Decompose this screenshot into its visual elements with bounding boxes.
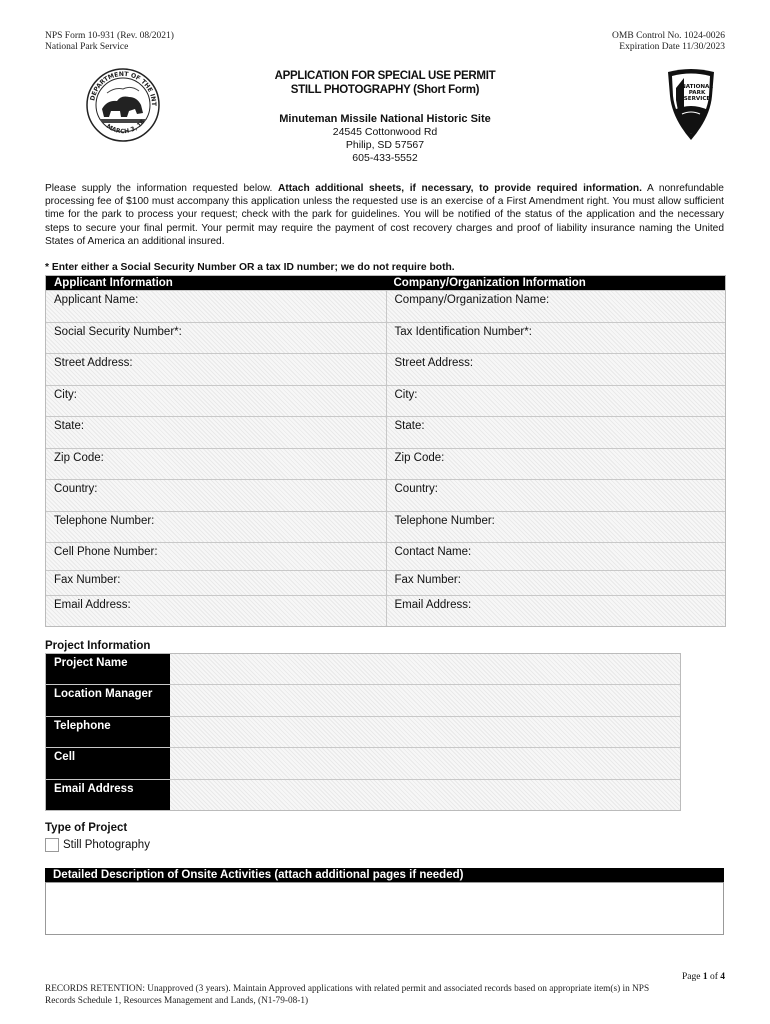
field-label: Street Address: [54, 357, 133, 369]
company-street-field[interactable] [386, 354, 726, 385]
page-current: 1 [702, 972, 708, 982]
omb-control: OMB Control No. 1024-0026 [612, 31, 725, 41]
form-title [185, 70, 585, 96]
company-country-field[interactable] [386, 480, 726, 511]
site-address-block [185, 113, 585, 165]
field-label: Company/Organization Name: [394, 294, 550, 306]
project-row [46, 654, 680, 684]
svg-text:PARK: PARK [688, 90, 706, 96]
project-row [46, 684, 680, 715]
grid-row-fax [46, 570, 725, 595]
grid-row-email [46, 595, 725, 627]
field-label: Country: [394, 483, 438, 495]
description-textarea[interactable] [45, 882, 724, 935]
field-label: Email Address: [394, 598, 472, 611]
field-label: Email Address: [54, 598, 131, 611]
location-manager-label: Location Manager [46, 685, 170, 715]
applicant-email-field[interactable] [46, 596, 386, 627]
field-label: Contact Name: [394, 546, 472, 558]
form-header-right [612, 31, 725, 53]
contact-name-field[interactable] [386, 543, 726, 570]
retention-line2: Records Schedule 1, Resources Management and Lands, (N1-79-08-1) [45, 995, 309, 1006]
applicant-cell-field[interactable] [46, 543, 386, 570]
form-title-line1: APPLICATION FOR SPECIAL USE PERMIT [274, 70, 496, 82]
field-label: Telephone Number: [394, 514, 495, 527]
expiration-date: Expiration Date 11/30/2023 [619, 42, 725, 52]
site-name: Minuteman Missile National Historic Site [279, 113, 491, 125]
field-label: Applicant Name: [54, 294, 139, 306]
still-photography-checkbox[interactable] [45, 838, 59, 852]
records-retention [45, 984, 735, 1007]
svg-text:MARCH 3, 1849: MARCH 3, 18 [105, 118, 147, 136]
field-label: Country: [54, 483, 98, 495]
grid-row-cell [46, 542, 725, 570]
field-label: Social Security Number*: [54, 325, 182, 338]
company-city-field[interactable] [386, 386, 726, 417]
grid-row-state [46, 416, 725, 448]
grid-row-telephone [46, 511, 725, 543]
applicant-country-field[interactable] [46, 480, 386, 511]
company-state-field[interactable] [386, 417, 726, 448]
field-label: Cell Phone Number: [54, 546, 158, 558]
location-manager-input[interactable] [170, 685, 680, 715]
applicant-city-field[interactable] [46, 386, 386, 417]
nps-arrowhead-icon [662, 66, 720, 142]
ssn-field[interactable] [46, 323, 386, 354]
intro-lead: Please supply the information requested below. [45, 183, 273, 194]
applicant-fax-field[interactable] [46, 571, 386, 595]
project-row [46, 779, 680, 810]
field-label: Fax Number: [54, 573, 121, 586]
site-city: Philip, SD 57567 [345, 139, 425, 151]
page-total: 4 [720, 972, 725, 982]
applicant-zip-field[interactable] [46, 449, 386, 480]
grid-row-city [46, 385, 725, 417]
field-label: State: [54, 420, 85, 432]
project-row [46, 747, 680, 778]
company-info-header: Company/Organization Information [393, 277, 586, 289]
project-email-label: Email Address [46, 780, 170, 810]
retention-line1: RECORDS RETENTION: Unapproved (3 years). Maintain Approved applications with related permit and associated records based on appropriate item(s) in NPS [45, 984, 650, 994]
field-label: Tax Identification Number*: [394, 325, 532, 338]
project-cell-label: Cell [46, 748, 170, 778]
grid-row-zip [46, 448, 725, 480]
site-street: 24545 Cottonwood Rd [332, 126, 438, 138]
type-of-project-heading: Type of Project [45, 822, 128, 834]
applicant-grid [45, 275, 726, 627]
project-name-label: Project Name [46, 654, 170, 684]
grid-row-country [46, 479, 725, 511]
tax-id-field[interactable] [386, 323, 726, 354]
applicant-grid-header [46, 276, 725, 290]
field-label: City: [54, 388, 77, 401]
ssn-note: * Enter either a Social Security Number OR a tax ID number; we do not require both. [45, 262, 455, 273]
page-of: of [707, 972, 721, 982]
applicant-telephone-field[interactable] [46, 512, 386, 543]
grid-row-street [46, 353, 725, 385]
company-name-field[interactable] [386, 291, 726, 322]
form-number: NPS Form 10-931 (Rev. 08/2021) [45, 31, 174, 41]
applicant-state-field[interactable] [46, 417, 386, 448]
still-photography-option[interactable] [45, 838, 150, 852]
project-row [46, 716, 680, 747]
intro-rest: A nonrefundable processing fee of $100 must accompany this application unless the requested use is an exercise of a First Amendment right. You must allow sufficient time for the park to process your request; check with the park for guidelines. You will be notified of the status of the application and the necessary steps to secure your final permit. Your permit may require the payment of cost recovery charges and proof of liability insurance naming the United States of America an additional insured. [45, 183, 724, 247]
form-title-line2: STILL PHOTOGRAPHY (Short Form) [290, 84, 480, 96]
description-heading: Detailed Description of Onsite Activities (attach additional pages if needed) [45, 868, 724, 882]
still-photography-label: Still Photography [63, 839, 150, 851]
project-info-heading: Project Information [45, 640, 151, 652]
agency-name: National Park Service [45, 42, 129, 52]
svg-text:NATIONAL: NATIONAL [681, 84, 713, 90]
svg-text:DEPARTMENT OF THE INTERIOR: DEPARTMENT OF THE INT [89, 70, 158, 107]
field-label: Fax Number: [394, 573, 461, 586]
intro-paragraph [45, 182, 724, 248]
field-label: City: [394, 388, 418, 401]
form-header-left [45, 31, 174, 53]
project-telephone-input[interactable] [170, 717, 680, 747]
interior-seal-icon [85, 67, 161, 143]
project-email-input[interactable] [170, 780, 680, 810]
field-label: Street Address: [394, 357, 474, 369]
field-label: Zip Code: [54, 451, 104, 464]
applicant-name-field[interactable] [46, 291, 386, 322]
field-label: State: [394, 420, 425, 432]
intro-bold: Attach additional sheets, if necessary, to provide required information. [278, 183, 642, 194]
project-name-input[interactable] [170, 654, 680, 684]
page-number [682, 972, 725, 982]
grid-row-name [46, 290, 725, 322]
project-info-table [45, 653, 681, 811]
company-fax-field[interactable] [386, 571, 726, 595]
page-prefix: Page [681, 972, 703, 982]
company-telephone-field[interactable] [386, 512, 726, 543]
grid-row-ssn [46, 322, 725, 354]
applicant-info-header: Applicant Information [54, 277, 173, 289]
project-cell-input[interactable] [170, 748, 680, 778]
applicant-street-field[interactable] [46, 354, 386, 385]
company-zip-field[interactable] [386, 449, 726, 480]
project-telephone-label: Telephone [46, 717, 170, 747]
field-label: Zip Code: [394, 451, 445, 464]
field-label: Telephone Number: [54, 514, 155, 527]
site-phone: 605-433-5552 [352, 152, 418, 164]
company-email-field[interactable] [386, 596, 726, 627]
svg-text:SERVICE: SERVICE [683, 96, 711, 102]
